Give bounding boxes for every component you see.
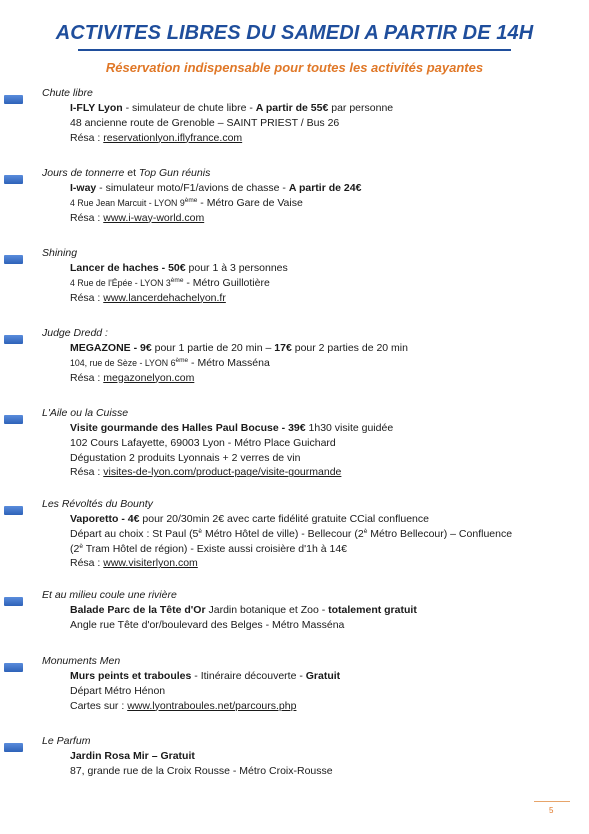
bullet-marker [4, 597, 23, 606]
activity-resa: Résa : www.visiterlyon.com [70, 557, 198, 570]
bullet-marker [4, 255, 23, 264]
activity-address: 4 Rue Jean Marcuit - LYON 9ème - Métro Gare de Vaise [70, 196, 303, 209]
resa-link[interactable]: www.i-way-world.com [103, 211, 205, 224]
activity-address: Départ Métro Hénon [70, 684, 166, 697]
bullet-marker [4, 335, 23, 344]
activity-departure-cont: ($2^è$ Tram Hôtel de région) - Existe aussi croisière d'1h à 14€ [70, 542, 348, 555]
activity-item [0, 734, 589, 800]
activity-title-line: Vaporetto - 4€ pour 20/30min 2€ avec carte fidélité gratuite CCial confluence [70, 513, 429, 525]
activity-item [0, 497, 589, 588]
activity-title-line: Jardin Rosa Mir – Gratuit [70, 750, 195, 762]
page-subtitle: Réservation indispensable pour toutes les activités payantes [105, 60, 484, 75]
bullet-marker [4, 663, 23, 672]
activity-item [0, 246, 589, 326]
activity-title-line: I-FLY Lyon - simulateur de chute libre - A partir de 55€ par personne [70, 102, 394, 114]
activity-resa: Résa : megazonelyon.com [70, 371, 195, 384]
resa-link[interactable]: visites-de-lyon.com/product-page/visite-gourmande [103, 466, 342, 479]
activity-departure: Départ au choix : St Paul ($5^è$ Métro Hôtel de ville) - Bellecour ($2^è$ Métro Bellecour) – Confluence [70, 527, 513, 540]
activity-resa: Résa : www.i-way-world.com [70, 211, 205, 224]
activity-category: Judge Dredd : [42, 327, 108, 339]
activity-list [0, 86, 589, 800]
activity-title-line: Murs peints et traboules - Itinéraire découverte - Gratuit [70, 670, 341, 682]
activity-category: Le Parfum [42, 735, 91, 747]
activity-category: Chute libre [42, 87, 93, 99]
activity-address: 102 Cours Lafayette, 69003 Lyon - Métro Place Guichard [70, 436, 336, 449]
activity-title-line: MEGAZONE - 9€ pour 1 partie de 20 min – 17€ pour 2 parties de 20 min [70, 342, 408, 354]
activity-category: L'Aile ou la Cuisse [42, 407, 129, 419]
activity-category: Et au milieu coule une rivière [42, 589, 177, 601]
bullet-marker [4, 415, 23, 424]
title-underline [78, 49, 511, 51]
activity-resa: Résa : visites-de-lyon.com/product-page/visite-gourmande [70, 466, 342, 479]
activity-address: Angle rue Tête d'or/boulevard des Belges - Métro Masséna [70, 618, 345, 631]
activity-resa: Résa : www.lancerdehachelyon.fr [70, 291, 226, 304]
activity-address: 48 ancienne route de Grenoble – SAINT PRIEST / Bus 26 [70, 116, 340, 129]
bullet-marker [4, 175, 23, 184]
activity-title-line: Visite gourmande des Halles Paul Bocuse - 39€ 1h30 visite guidée [70, 422, 394, 434]
resa-link[interactable]: www.visiterlyon.com [103, 557, 198, 570]
activity-title-line: Balade Parc de la Tête d'Or Jardin botanique et Zoo - totalement gratuit [70, 604, 417, 616]
activity-item [0, 588, 589, 654]
bullet-marker [4, 743, 23, 752]
bullet-marker [4, 95, 23, 104]
page-number-rule [534, 801, 570, 802]
bullet-marker [4, 506, 23, 515]
resa-link[interactable]: reservationlyon.iflyfrance.com [103, 131, 243, 144]
activity-category: Les Révoltés du Bounty [42, 498, 153, 510]
activity-item [0, 326, 589, 406]
activity-item [0, 654, 589, 734]
resa-link[interactable]: megazonelyon.com [103, 371, 195, 384]
activity-item [0, 166, 589, 246]
page-title: ACTIVITES LIBRES DU SAMEDI A PARTIR DE 14H [55, 22, 534, 44]
activity-resa: Résa : reservationlyon.iflyfrance.com [70, 131, 243, 144]
activity-extra: Dégustation 2 produits Lyonnais + 2 verres de vin [70, 451, 301, 464]
activity-category: Shining [42, 247, 78, 259]
resa-link[interactable]: www.lancerdehachelyon.fr [103, 291, 226, 304]
activity-category: Jours de tonnerre et Top Gun réunis [42, 167, 211, 179]
activity-title-line: I-way - simulateur moto/F1/avions de chasse - A partir de 24€ [70, 182, 362, 194]
activity-item [0, 406, 589, 497]
activity-category: Monuments Men [42, 655, 121, 667]
activity-address: 104, rue de Sèze - LYON 6ème - Métro Masséna [70, 356, 270, 369]
activity-title-line: Lancer de haches - 50€ pour 1 à 3 personnes [70, 262, 288, 274]
page-number: 5 [549, 806, 554, 815]
activity-item [0, 86, 589, 166]
resa-link[interactable]: www.lyontraboules.net/parcours.php [127, 699, 297, 712]
activity-resa: Cartes sur : www.lyontraboules.net/parcours.php [70, 699, 297, 712]
activity-address: 4 Rue de l'Épée - LYON 3ème - Métro Guillotière [70, 276, 270, 289]
activity-address: 87, grande rue de la Croix Rousse - Métro Croix-Rousse [70, 764, 333, 777]
